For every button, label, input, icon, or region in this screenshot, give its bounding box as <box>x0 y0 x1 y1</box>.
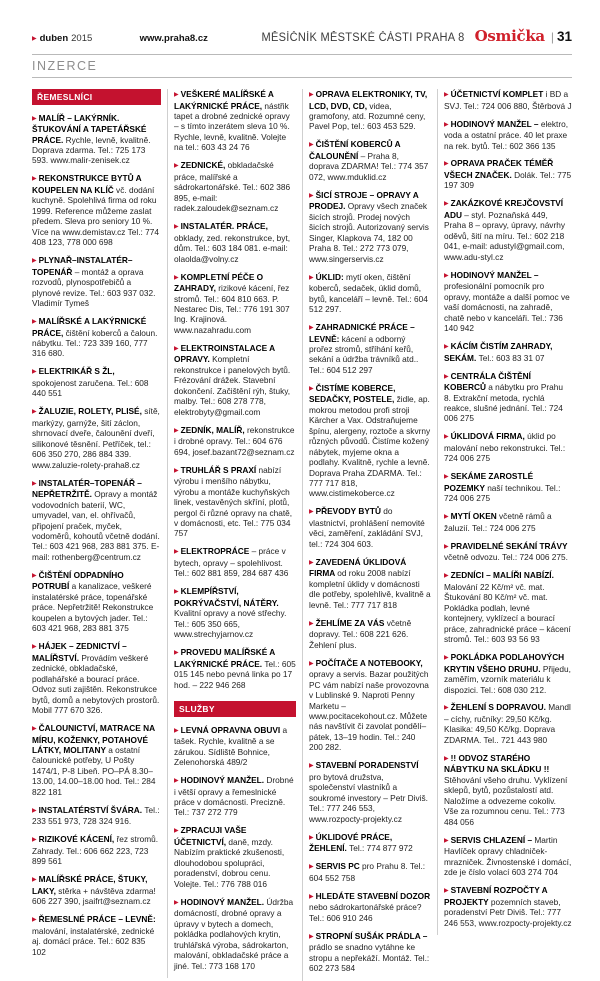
header-rule-bottom <box>32 77 572 78</box>
ad-body: od roku 2008 nabízí kompletní úklidy v domácnosti dle potřeby, spolehlivě, kvalitně a levně. Tel.: 777 717 818 <box>309 568 431 610</box>
bullet-arrow-icon: ▶ <box>444 755 449 762</box>
classified-ad <box>444 371 572 424</box>
ad-body: elektro, voda a ostatní práce. 40 let praxe na rek. bytů. Tel.: 602 366 135 <box>444 118 569 151</box>
ad-body: Tel.: 774 877 972 <box>349 843 413 854</box>
classifieds-columns <box>32 89 572 981</box>
bullet-arrow-icon: ▶ <box>444 373 449 380</box>
ad-title: INSTALATÉR. PRÁCE, <box>180 221 268 232</box>
bullet-arrow-icon: ▶ <box>444 92 449 98</box>
ad-title: ČIŠTĚNÍ ODPADNÍHO POTRUBÍ <box>32 569 124 592</box>
bullet-arrow-icon: ▶ <box>174 650 179 657</box>
bullet-arrow-icon: ▶ <box>309 509 314 516</box>
ad-title: ÚKLIDOVÁ FIRMA, <box>450 431 528 442</box>
ad-body: židle, ap. mokrou metodou profi stroji Kärcher a Vax. Odstraňujeme špínu, alergeny, roztoče a skvrny různých původů. Čistíme kožený nábytek, myjeme okna a podlahy. Kvalitně, rychle a levně. Doprava Praha ZDARMA. Tel.: 777 717 818, www.cistimekoberce.cz <box>309 394 431 499</box>
classified-ad <box>32 113 161 166</box>
classified-ad <box>174 343 296 417</box>
ad-body: obkladačské práce, malířské a sádrokartonářské. Tel.: 602 386 895, e-mail: radek.zaloudek@seznam.cz <box>174 160 291 214</box>
ad-body: Martin Havlíček opravy chladniček-mrazniček. Živnostenské i domácí, zde je číslo volací 603 274 704 <box>444 834 572 878</box>
classified-ad <box>174 160 296 213</box>
bullet-arrow-icon: ▶ <box>32 572 37 579</box>
bullet-arrow-icon: ▶ <box>444 344 449 351</box>
ad-body: daně, mzdy. Nabízím praktické zkušenosti, dlouhodobou spolupráci, poradenství, dobrou cenu. Volejte. Tel.: 776 788 016 <box>174 836 285 889</box>
classified-ad <box>444 158 572 190</box>
ad-title: INSTALATÉR–TOPENÁŘ – NEPŘETRŽITĚ. <box>32 477 142 500</box>
ad-title: POKLÁDKA PODLAHOVÝCH KRYTIN VŠEHO DRUHU. <box>444 652 565 674</box>
ad-body: do vlastnictví, prohlášení nemovité věci, zaměření, zakládání SVJ, tel.: 724 304 603. <box>309 506 425 549</box>
classified-ad <box>444 89 572 111</box>
classified-ad <box>309 760 431 824</box>
bullet-arrow-icon: ▶ <box>309 763 314 770</box>
bullet-arrow-icon: ▶ <box>309 893 314 900</box>
bullet-arrow-icon: ▶ <box>174 589 179 596</box>
classified-ad <box>32 478 161 563</box>
bullet-arrow-icon: ▶ <box>444 201 449 208</box>
ad-title: MYTÍ OKEN <box>450 511 500 522</box>
ad-body: Opravy všech značek šicích strojů. Prodej nových šicích strojů. Autorizovaný servis Singer, Klapkova 74, 182 00 Praha 8. Tel.: 272 773 079, www.singerservis.cz <box>309 201 429 264</box>
classified-ad <box>444 835 572 878</box>
classified-ad <box>174 221 296 264</box>
classified-ad <box>32 805 161 827</box>
ad-title: OPRAVA ELEKTRONIKY, TV, LCD, DVD, CD, <box>309 89 428 111</box>
bullet-arrow-icon: ▶ <box>309 92 314 98</box>
ad-body: rekonstrukce i drobné opravy. Tel.: 604 676 694, josef.bazant72@seznam.cz <box>174 424 295 457</box>
bullet-arrow-icon: ▶ <box>309 834 314 841</box>
masthead <box>32 27 572 45</box>
ad-body: kácení a odborný prořez stromů, stříhání keřů, sekání a údržba trávníků atd.. Tel.: 604 512 297 <box>309 333 419 375</box>
classified-ad <box>32 641 161 715</box>
ad-title: INSTALATÉRSTVÍ ŠVÁRA. <box>38 804 145 815</box>
page-number: 31 <box>556 29 572 44</box>
ad-body: nebo sádrokartonářské práce? Tel.: 606 910 246 <box>309 902 422 923</box>
section-header: SLUŽBY <box>174 701 296 717</box>
ad-body: – práce v bytech, opravy – spolehlivost. Tel.: 602 881 859, 284 687 436 <box>174 546 289 579</box>
bullet-arrow-icon: ▶ <box>32 644 37 651</box>
page-section-title: INZERCE <box>32 59 98 73</box>
section-header: ŘEMESLNÍCI <box>32 89 161 105</box>
ad-title: RIZIKOVÉ KÁCENÍ, <box>38 834 117 845</box>
bullet-arrow-icon: ▶ <box>444 543 449 550</box>
classified-ad <box>309 322 431 375</box>
ad-title: ELEKTROPRÁCE <box>180 546 252 557</box>
ad-title: REKONSTRUKCE BYTŮ A KOUPELEN NA KLÍČ <box>32 173 142 195</box>
ad-title: SERVIS CHLAZENÍ – <box>450 834 535 845</box>
ad-title: ZAVEDENÁ ÚKLIDOVÁ FIRMA <box>309 556 407 579</box>
page-number-separator: | <box>550 30 554 44</box>
column-3 <box>302 89 437 981</box>
bullet-arrow-icon: ▶ <box>32 369 37 376</box>
ad-title: PRAVIDELNÉ SEKÁNÍ TRÁVY <box>450 540 568 551</box>
website-url: www.praha8.cz <box>139 33 208 44</box>
arrow-icon: ▶ <box>32 36 37 42</box>
ad-title: PŘEVODY BYTŮ <box>315 506 384 517</box>
ad-title: ZEDNÍK, MALÍŘ, <box>180 424 247 435</box>
classified-ad <box>174 897 296 971</box>
ad-title: ŠICÍ STROJE – OPRAVY A PRODEJ. <box>309 189 419 212</box>
classified-ad <box>444 341 572 363</box>
classified-ad <box>32 366 161 398</box>
bullet-arrow-icon: ▶ <box>174 778 179 784</box>
bullet-arrow-icon: ▶ <box>309 660 314 667</box>
ad-body: a kanalizace, veškeré instalatérské práce, topenářské práce. Nepřetržitě! Rekonstrukce koupelen a bytových jader. Tel.: 603 421 968, 283 881 375 <box>32 581 154 634</box>
classified-ad <box>32 255 161 308</box>
classified-ad <box>309 861 431 883</box>
classified-ad <box>309 139 431 182</box>
classified-ad <box>32 570 161 634</box>
ad-body: Kvalitní opravy a nové střechy. Tel.: 605 350 665, www.strechyjarnov.cz <box>174 608 287 640</box>
ad-title: KÁCÍM ČISTÍM ZAHRADY, SEKÁM. <box>444 341 553 363</box>
ad-body: – styl. Poznaňská 449, Praha 8 – opravy, úpravy, návrhy oděvů, šití na míru. Tel.: 602 218 041, e-mail: adustyl@gmail.com, www.adu-styl.cz <box>444 209 565 262</box>
issue-month: duben <box>39 33 69 44</box>
bullet-arrow-icon: ▶ <box>32 877 37 884</box>
ad-title: STAVEBNÍ ROZPOČTY A PROJEKTY <box>444 885 548 907</box>
ad-body: Drobné i větší opravy a řemeslnické práce v domácnosti. Precizně. Tel.: 737 272 779 <box>174 775 294 818</box>
bullet-arrow-icon: ▶ <box>309 385 314 392</box>
ad-body: pro Prahu 8. Tel.: 604 552 758 <box>309 861 426 883</box>
classified-ad <box>309 557 431 610</box>
bullet-arrow-icon: ▶ <box>444 121 449 128</box>
bullet-arrow-icon: ▶ <box>174 549 179 556</box>
ad-title: ELEKTROINSTALACE A OPRAVY. <box>174 342 275 365</box>
ad-title: VEŠKERÉ MALÍŘSKÉ A LAKÝRNICKÉ PRÁCE, <box>174 89 274 111</box>
ad-body: včetně odvozu. Tel.: 724 006 275. <box>444 552 568 563</box>
classified-ad <box>444 702 572 745</box>
ad-body: sítě, markýzy, garnýže, šití záclon, shrnovací dveře, čalounění dveří, silikonové těsnění. Petříček, tel.: 606 350 270, 286 884 339. www.zaluzie-rolety-praha8.cz <box>32 406 160 470</box>
classified-ad <box>32 834 161 866</box>
column-4 <box>437 89 572 935</box>
ad-title: HODINOVÝ MANŽEL. <box>180 775 267 785</box>
ad-title: KLEMPÍŘSTVÍ, POKRÝVAČSTVÍ, NÁTĚRY. <box>174 586 279 608</box>
classified-ad <box>309 89 431 132</box>
classified-ad <box>444 431 572 463</box>
ad-body: stěrka + návštěva zdarma! 606 227 390, jsaifrt@seznam.cz <box>32 885 156 907</box>
ad-body: Rychle, levně, kvalitně. Doprava zdarma. Tel.: 725 173 593. www.malir-zenisek.cz <box>32 134 151 166</box>
bullet-arrow-icon: ▶ <box>32 409 37 416</box>
ad-body: prádlo se snadno vytáhne ke stropu a nepřekáží. Montáž. Tel.: 602 273 584 <box>309 942 430 974</box>
ad-body: a tašek. Rychle, kvalitně a se zárukou. Sídliště Bohnice, Zelenohorská 489/2 <box>174 724 288 768</box>
bullet-arrow-icon: ▶ <box>309 620 314 627</box>
classified-ad <box>444 753 572 827</box>
classified-ad <box>444 119 572 151</box>
classified-ad <box>444 885 572 928</box>
classified-ad <box>174 725 296 768</box>
bullet-arrow-icon: ▶ <box>444 272 449 279</box>
ad-body: Tel.: 605 015 145 nebo pevná linka po 17 hod. – 222 946 268 <box>174 658 296 690</box>
column-2 <box>167 89 302 978</box>
ad-title: ÚKLIDOVÉ PRÁCE, ŽEHLENÍ. <box>309 831 393 854</box>
ad-title: MALÍŘSKÉ PRÁCE, ŠTUKY, LAKY, <box>32 874 148 896</box>
ad-title: HODINOVÝ MANŽEL – <box>450 118 541 129</box>
column-1 <box>32 89 167 965</box>
bullet-arrow-icon: ▶ <box>309 274 314 281</box>
ad-body: videa, gramofony, atd. Rozumné ceny, Pavel Pop, tel.: 603 453 529. <box>309 100 426 132</box>
ad-body: čištění koberců a čaloun. nábytku. Tel.: 723 339 160, 777 316 680. <box>32 327 158 359</box>
ad-title: HÁJEK – ZEDNICTVÍ – MALÍŘSTVÍ. <box>32 641 127 663</box>
ad-title: ČIŠTĚNÍ KOBERCŮ A ČALOUNĚNÍ <box>309 139 401 161</box>
classified-ad <box>309 618 431 650</box>
ad-title: ZEDNICKÉ, <box>180 160 228 171</box>
classified-ad <box>309 931 431 974</box>
ad-title: PROVEDU MALÍŘSKÉ A LAKÝRNICKÉ PRÁCE. <box>174 647 275 669</box>
ad-title: ŽEHLENÍ S DOPRAVOU. <box>450 702 549 713</box>
bullet-arrow-icon: ▶ <box>174 345 179 352</box>
issue-date <box>32 33 140 44</box>
ad-title: MALÍŘSKÉ A LAKÝRNICKÉ PRÁCE, <box>32 315 147 338</box>
bullet-arrow-icon: ▶ <box>309 324 314 331</box>
bullet-arrow-icon: ▶ <box>444 161 449 168</box>
bullet-arrow-icon: ▶ <box>174 899 179 906</box>
bullet-arrow-icon: ▶ <box>309 559 314 566</box>
classified-ad <box>444 511 572 533</box>
ad-body: Malování 22 Kč/m² vč. mat. Štukování 80 Kč/m² vč. mat. Pokládka podlah, levné kontejnery, vyklízecí a bourací práce, zahradnické práce – kácení stromů. Tel.: 603 93 56 93 <box>444 581 571 645</box>
classified-ad <box>444 198 572 262</box>
bullet-arrow-icon: ▶ <box>32 176 37 183</box>
classified-ad <box>309 891 431 923</box>
ad-body: a ostatní čalounické potřeby, U Pošty 1474/1, P-8 Libeň. PO–PÁ 8.30–13.00, 14.00–18.00 hod. Tel.: 284 822 181 <box>32 744 156 797</box>
bullet-arrow-icon: ▶ <box>444 705 449 712</box>
bullet-arrow-icon: ▶ <box>174 224 179 231</box>
classified-ad <box>174 586 296 639</box>
classified-ad <box>174 775 296 818</box>
classified-ad <box>32 173 161 247</box>
ad-body: Tel.: 233 551 973, 728 324 916. <box>32 804 160 827</box>
classified-ad <box>174 465 296 539</box>
ad-body: mytí oken, čištění koberců, sedaček, úklid domů, bytů, kanceláří – levně. Tel.: 604 512 297. <box>309 271 428 315</box>
ad-title: CENTRÁLA ČIŠTĚNÍ KOBERCŮ <box>444 370 531 393</box>
ad-body: Kompletní rekonstrukce i panelových bytů. Frézování drážek. Stavební dokončení. Začištění rýh, štuky, malby. Tel.: 608 278 778, elektrobyty@gmail.com <box>174 354 291 417</box>
bullet-arrow-icon: ▶ <box>32 480 37 487</box>
classified-ad <box>32 316 161 359</box>
ad-title: ÚKLID: <box>315 271 347 282</box>
bullet-arrow-icon: ▶ <box>174 92 179 98</box>
bullet-arrow-icon: ▶ <box>174 467 179 474</box>
ad-body: rizikové kácení, řez stromů. Tel.: 604 810 663. P. Nestarec Dis, Tel.: 776 191 307 Ing. Krajinová. www.nazahradu.com <box>174 283 290 335</box>
ad-title: SERVIS PC <box>315 861 363 872</box>
ad-title: LEVNÁ OPRAVNA OBUVI <box>180 724 283 735</box>
ad-title: PLYNAŘ–INSTALATÉR–TOPENÁŘ <box>32 255 133 277</box>
bullet-arrow-icon: ▶ <box>32 725 37 732</box>
bullet-arrow-icon: ▶ <box>174 727 179 734</box>
bullet-arrow-icon: ▶ <box>32 837 37 844</box>
classified-ad <box>309 190 431 264</box>
bullet-arrow-icon: ▶ <box>444 573 449 580</box>
ad-body: Údržba domácností, drobné opravy a úpravy v bytech a domech, pokládka podlahových krytin, truhlářská výroba, sádrokarton, malování, obkladačské práce a jiné. Tel.: 773 168 170 <box>174 896 294 971</box>
classified-ad <box>32 406 161 470</box>
bullet-arrow-icon: ▶ <box>444 514 449 521</box>
ad-body: a nábytku pro Prahu 8. Extrakční metoda, rychlá reakce, slušné jednání. Tel.: 724 006 275 <box>444 382 563 424</box>
ad-body: pozemních staveb, poradenství Petr Diviš. Tel.: 777 246 553, www.rozpocty-projekty.cz <box>444 896 572 928</box>
ad-title: STAVEBNÍ PORADENSTVÍ <box>315 760 419 771</box>
classified-ad <box>444 471 572 503</box>
ad-title: HLEDÁTE STAVEBNÍ DOZOR <box>315 890 431 901</box>
classified-ad <box>444 652 572 695</box>
ad-title: ELEKTRIKÁŘ S ŽL, <box>38 366 115 377</box>
classified-ad <box>309 506 431 549</box>
bullet-arrow-icon: ▶ <box>174 163 179 170</box>
classified-ad <box>32 874 161 906</box>
classified-ad <box>32 723 161 797</box>
ad-title: ČISTÍME KOBERCE, SEDAČKY, POSTELE, <box>309 382 397 405</box>
bullet-arrow-icon: ▶ <box>444 434 449 441</box>
ad-title: !! ODVOZ STARÉHO NÁBYTKU NA SKLÁDKU !! <box>444 752 550 775</box>
ad-title: KOMPLETNÍ PÉČE O ZAHRADY, <box>174 271 264 294</box>
classified-ad <box>444 270 572 334</box>
classified-ad <box>174 825 296 889</box>
classified-ad <box>309 658 431 753</box>
ad-body: vč. dodání kuchyně. Spolehlivá firma od roku 1999. Reference můžeme zaslat předem. Sleva pro seniory 10 %. Více na www.demistav.cz Tel.: 774 408 123, 778 000 698 <box>32 184 159 248</box>
bullet-arrow-icon: ▶ <box>309 933 314 940</box>
ad-title: ZPRACUJI VAŠE ÚČETNICTVÍ, <box>174 825 247 847</box>
classified-ad <box>174 425 296 457</box>
bullet-arrow-icon: ▶ <box>444 837 449 844</box>
ad-body: naší technikou. Tel.: 724 006 275 <box>444 482 561 504</box>
ad-body: Opravy a montáž vodovodních baterií, WC, umyvadel, van, el. ohřívačů, připojení praček, myček, vodoměrů, kohoutů včetně dodání. Tel.: 603 421 968, 283 881 375. E-mail: rothenberg@centrum.cz <box>32 489 160 562</box>
ad-body: Provádím veškeré zednické, obkladačské, podlahářské a bourací práce. Odvoz suti zajištěn. Rekonstrukce bytů, domů a nebytových prostorů. Mobil 777 670 326. <box>32 652 160 715</box>
classified-ad <box>309 272 431 315</box>
ad-title: SEKÁME ZAROSTLÉ POZEMKY <box>444 471 534 493</box>
ad-body: malování, instalatérské, zednické aj. domácí práce. Tel.: 602 835 102 <box>32 925 155 957</box>
ad-title: ÚČETNICTVÍ KOMPLET <box>450 89 546 99</box>
ad-body: opravy a servis. Bazar použitých PC vám nabízí naše provozovna v Lublinské 9. Naproti Penny Marketu – www.pocitacekohout.cz. Můžete nás navštívit či zavolat pondělí–pátek, 13–19 hodin. Tel.: 240 200 282. <box>309 669 429 753</box>
bullet-arrow-icon: ▶ <box>309 192 314 199</box>
ad-body: Tel.: 603 83 31 07 <box>478 352 545 363</box>
ad-title: HODINOVÝ MANŽEL. <box>180 896 267 907</box>
ad-body: – Praha 8, doprava ZDARMA! Tel.: 774 357 072, www.mduklid.cz <box>309 150 429 182</box>
ad-title: ZEDNÍCI – MALÍŘI NABÍZÍ. <box>450 570 554 581</box>
ad-body: – montáž a oprava rozvodů, plynospotřebičů a plynové revize. Tel.: 603 937 032. Vladimír Tymeš <box>32 266 156 309</box>
ad-body: nástřik tapet a drobné zednické opravy – s tímto inzerátem sleva 10 %. Rychle, levně, kvalitně. Volejte na tel.: 603 43 24 76 <box>174 100 290 153</box>
ad-body: včetně rámů a žaluzií. Tel.: 724 006 275 <box>444 511 552 533</box>
ad-title: OPRAVA PRAČEK TÉMĚŘ VŠECH ZNAČEK. <box>444 158 554 180</box>
ad-body: úklid po malování nebo rekonstrukci. Tel.: 724 006 275 <box>444 431 566 464</box>
classified-ad <box>174 546 296 578</box>
bullet-arrow-icon: ▶ <box>32 318 37 325</box>
ad-title: STROPNÍ SUŠÁK PRÁDLA – <box>315 930 428 941</box>
classified-ad <box>309 832 431 854</box>
ad-title: ŽEHLÍME ZA VÁS <box>315 617 387 628</box>
ad-body: pro bytová družstva, společenství vlastníků a soukromé investory – Petr Diviš. Tel.: 777 246 553, www.rozpocty-projekty.cz <box>309 771 428 824</box>
classified-ad <box>32 914 161 957</box>
ad-body: profesionální pomocník pro opravy, montáže a další pomoc ve vaší domácnosti, na zahradě, chatě nebo v kanceláři. Tel.: 736 140 942 <box>444 281 570 334</box>
bullet-arrow-icon: ▶ <box>309 142 314 149</box>
bullet-arrow-icon: ▶ <box>444 655 449 662</box>
bullet-arrow-icon: ▶ <box>174 427 179 434</box>
ad-body: obklady, zed. rekonstrukce, byt, dům. Tel.: 603 184 081. e-mail: olaolda@volny.cz <box>174 232 291 264</box>
ad-body: i BD a SVJ. Tel.: 724 006 880, Štěrbová J <box>444 89 572 111</box>
bullet-arrow-icon: ▶ <box>32 115 37 122</box>
publication-name: MĚSÍČNÍK MĚSTSKÉ ČÁSTI PRAHA 8 <box>261 32 465 44</box>
issue-year: 2015 <box>71 33 93 44</box>
bullet-arrow-icon: ▶ <box>32 917 37 924</box>
bullet-arrow-icon: ▶ <box>174 274 179 281</box>
ad-title: POČÍTAČE A NOTEBOOKY, <box>315 657 423 668</box>
ad-body: Dolák. Tel.: 775 197 309 <box>444 170 572 191</box>
ad-title: ZAKÁZKOVÉ KREJČOVSTVÍ ADU <box>444 198 564 220</box>
bullet-arrow-icon: ▶ <box>309 864 314 871</box>
bullet-arrow-icon: ▶ <box>444 474 449 481</box>
classified-ad <box>174 89 296 153</box>
ad-title: ZAHRADNICKÉ PRÁCE – LEVNĚ: <box>309 321 415 344</box>
ad-title: ŘEMESLNÉ PRÁCE – LEVNĚ: <box>38 914 156 925</box>
ad-body: Stěhování všeho druhu. Vyklízení sklepů, bytů, pozůstalostí atd. Naložíme a odvezeme cokoliv. Vše za rozumnou cenu. Tel.: 773 484 056 <box>444 774 568 827</box>
bullet-arrow-icon: ▶ <box>32 807 37 814</box>
ad-body: Přijedu, zaměřím, vzorník materiálu k dispozici. Tel.: 608 030 212. <box>444 663 571 695</box>
classified-ad <box>174 272 296 336</box>
ad-body: Mandl – cíchy, ručníky: 29,50 Kč/kg. Klasika: 49,50 Kč/kg. Doprava ZDARMA. Tel.. 721 443 980 <box>444 702 571 745</box>
ad-title: ŽALUZIE, ROLETY, PLISÉ, <box>38 406 145 417</box>
classified-ad <box>444 570 572 644</box>
bullet-arrow-icon: ▶ <box>32 258 37 265</box>
classified-ad <box>309 383 431 499</box>
brand-logo: Osmička <box>474 27 545 45</box>
bullet-arrow-icon: ▶ <box>444 888 449 895</box>
page-number-group <box>551 29 572 44</box>
ad-body: spokojenost zaručena. Tel.: 608 440 551 <box>32 377 149 399</box>
ad-title: ČALOUNICTVÍ, MATRACE NA MÍRU, KOŽENKY, POTAHOVÉ LÁTKY, MOLITANY <box>32 722 155 755</box>
bullet-arrow-icon: ▶ <box>174 828 179 835</box>
ad-title: HODINOVÝ MANŽEL – <box>450 269 539 280</box>
ad-body: včetně dopravy. Tel.: 608 221 626. Žehlení plus. <box>309 617 412 650</box>
classified-ad <box>174 647 296 690</box>
ad-body: řez stromů. Zahrady. Tel.: 606 662 223, 723 899 561 <box>32 834 159 867</box>
ad-title: TRUHLÁŘ S PRAXÍ <box>180 464 259 475</box>
ad-body: nabízí výrobu i menšího nábytku, výrobu a montáže kuchyňských linek, vestavěných skříní, plotů, pergol či různé opravy na chatě, v domácnosti, etc. Tel.: 775 034 757 <box>174 464 293 539</box>
classified-ad <box>444 541 572 563</box>
ad-title: MALÍŘ – LAKÝRNÍK. ŠTUKOVÁNÍ A TAPETÁŘSKÉ PRÁCE. <box>32 112 147 145</box>
